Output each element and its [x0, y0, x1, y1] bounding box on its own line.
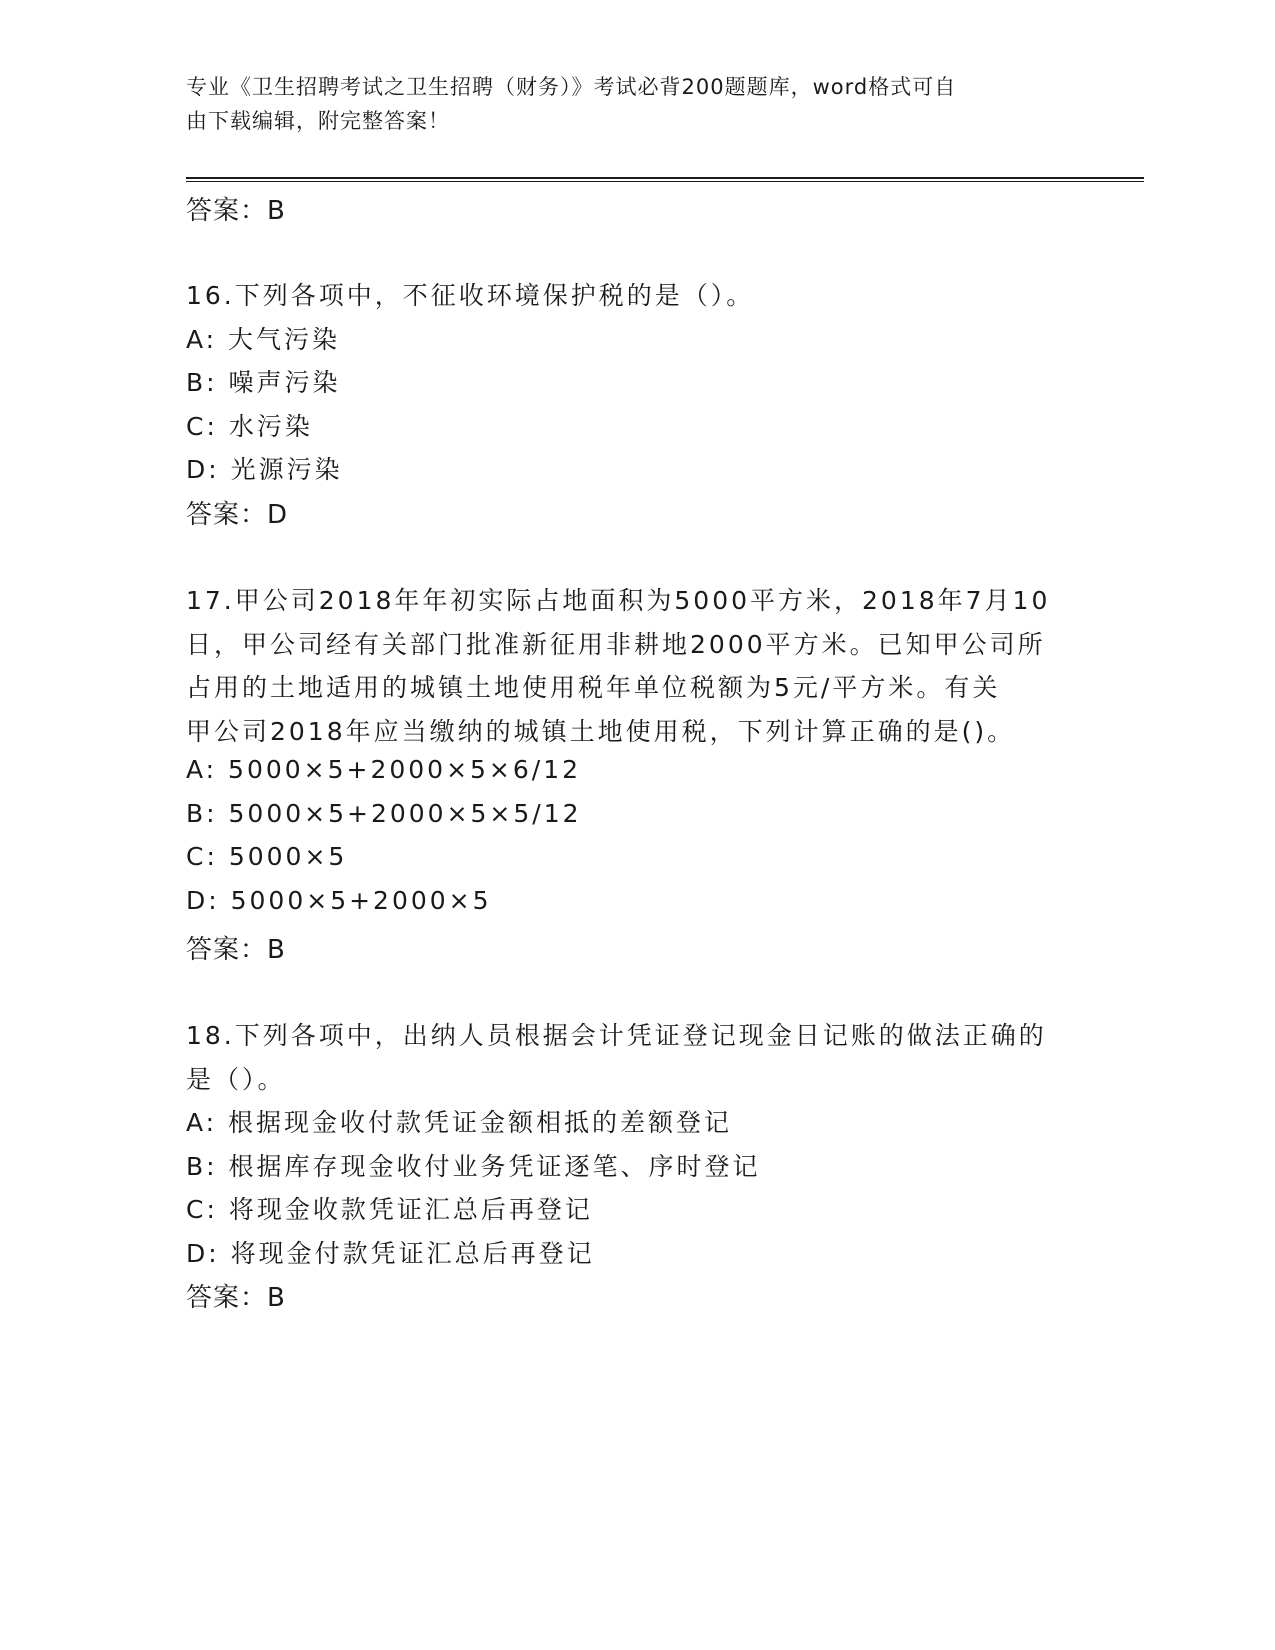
question-18-option-d: D: 将现金付款凭证汇总后再登记	[186, 1239, 595, 1268]
answer-label: 答案：	[186, 1283, 268, 1313]
header-divider-thin	[186, 181, 1144, 182]
question-17-option-d: D: 5000×5+2000×5	[186, 886, 492, 915]
question-18-stem-line-2: 是（）。	[186, 1065, 286, 1094]
question-17-option-a: A: 5000×5+2000×5×6/12	[186, 755, 582, 784]
question-17-option-c: C: 5000×5	[186, 842, 348, 871]
question-16-option-d: D: 光源污染	[186, 455, 343, 484]
question-17-stem-line-1: 17.甲公司2018年年初实际占地面积为5000平方米，2018年7月10	[186, 586, 1051, 615]
question-17-answer	[186, 929, 285, 966]
answer-prev	[186, 190, 285, 227]
answer-label: 答案：	[186, 196, 268, 226]
answer-value: D	[267, 500, 288, 530]
question-16-stem: 16.下列各项中，不征收环境保护税的是（）。	[186, 281, 755, 310]
answer-value: B	[267, 1283, 285, 1313]
answer-label: 答案：	[186, 500, 268, 530]
question-18-option-c: C: 将现金收款凭证汇总后再登记	[186, 1195, 593, 1224]
question-16-option-a: A: 大气污染	[186, 325, 341, 354]
question-18-option-a: A: 根据现金收付款凭证金额相抵的差额登记	[186, 1108, 733, 1137]
question-16-option-c: C: 水污染	[186, 412, 313, 441]
answer-value: B	[267, 196, 285, 226]
question-17-stem-line-4: 甲公司2018年应当缴纳的城镇土地使用税，下列计算正确的是()。	[186, 717, 1016, 746]
answer-value: B	[267, 935, 285, 965]
question-17-stem-line-3: 占用的土地适用的城镇土地使用税年单位税额为5元/平方米。有关	[186, 673, 1001, 702]
header-line-1: 专业《卫生招聘考试之卫生招聘（财务）》考试必背200题题库，word格式可自	[186, 75, 957, 99]
question-17-option-b: B: 5000×5+2000×5×5/12	[186, 799, 582, 828]
question-18-option-b: B: 根据库存现金收付业务凭证逐笔、序时登记	[186, 1152, 761, 1181]
page-header	[186, 70, 1066, 138]
answer-label: 答案：	[186, 935, 268, 965]
question-18-stem-line-1: 18.下列各项中，出纳人员根据会计凭证登记现金日记账的做法正确的	[186, 1021, 1047, 1050]
question-17-stem-line-2: 日，甲公司经有关部门批准新征用非耕地2000平方米。已知甲公司所	[186, 630, 1046, 659]
header-line-2: 由下载编辑，附完整答案！	[186, 109, 450, 133]
question-18-answer	[186, 1277, 285, 1314]
question-16-option-b: B: 噪声污染	[186, 368, 341, 397]
question-16-answer	[186, 494, 287, 531]
header-divider-thick	[186, 177, 1144, 179]
